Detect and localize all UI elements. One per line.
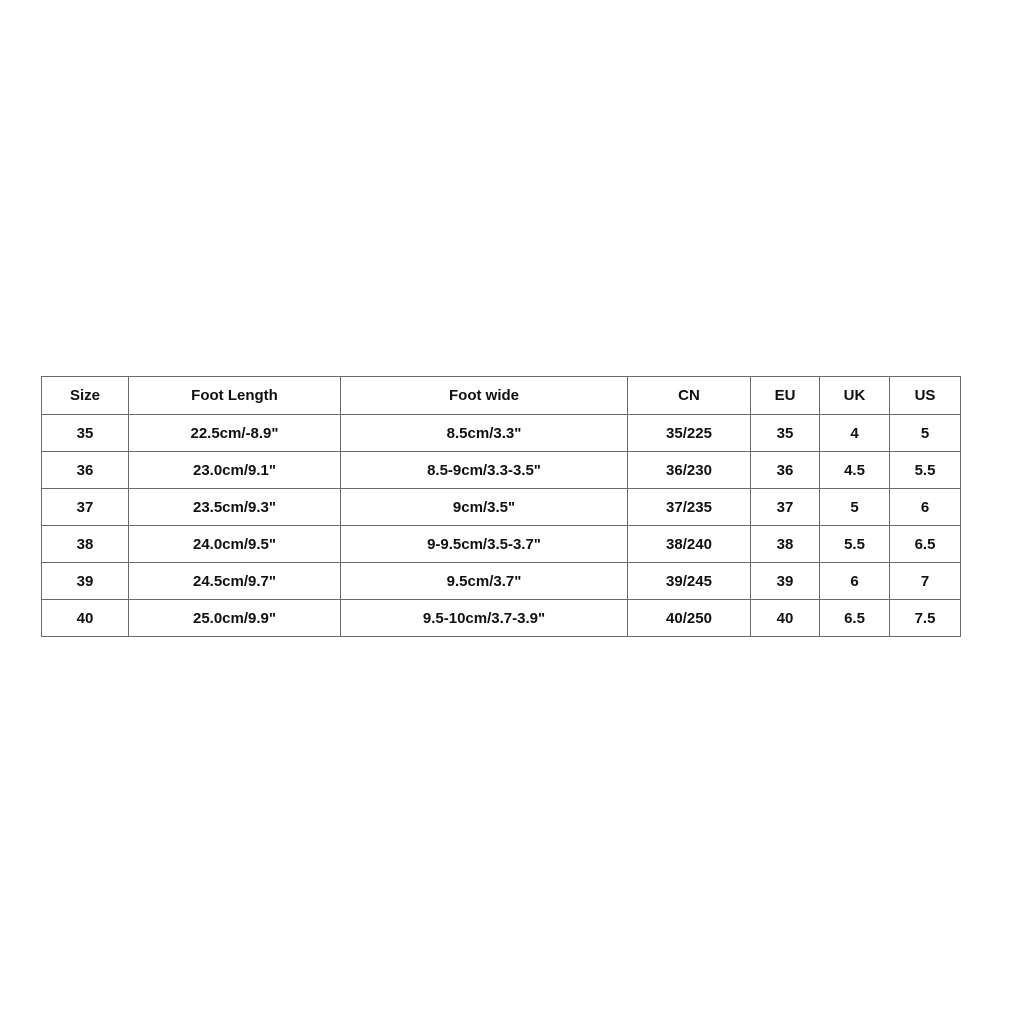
- cell-foot-length: 24.5cm/9.7": [129, 563, 341, 600]
- cell-uk: 5.5: [820, 526, 890, 563]
- cell-uk: 6.5: [820, 600, 890, 637]
- cell-cn: 39/245: [628, 563, 751, 600]
- column-header-us: US: [890, 377, 961, 415]
- column-header-foot-length: Foot Length: [129, 377, 341, 415]
- cell-uk: 6: [820, 563, 890, 600]
- cell-eu: 36: [751, 452, 820, 489]
- cell-size: 35: [42, 415, 129, 452]
- cell-eu: 37: [751, 489, 820, 526]
- cell-eu: 40: [751, 600, 820, 637]
- size-chart-table: [41, 376, 961, 637]
- cell-us: 6.5: [890, 526, 961, 563]
- cell-size: 37: [42, 489, 129, 526]
- cell-foot-length: 25.0cm/9.9": [129, 600, 341, 637]
- table-row: [42, 489, 961, 526]
- table-header: [42, 377, 961, 415]
- cell-us: 5: [890, 415, 961, 452]
- cell-uk: 5: [820, 489, 890, 526]
- cell-uk: 4: [820, 415, 890, 452]
- cell-foot-wide: 8.5-9cm/3.3-3.5": [341, 452, 628, 489]
- cell-foot-length: 23.5cm/9.3": [129, 489, 341, 526]
- cell-us: 6: [890, 489, 961, 526]
- cell-foot-wide: 9-9.5cm/3.5-3.7": [341, 526, 628, 563]
- cell-eu: 39: [751, 563, 820, 600]
- cell-cn: 40/250: [628, 600, 751, 637]
- table-row: [42, 600, 961, 637]
- cell-foot-length: 22.5cm/-8.9": [129, 415, 341, 452]
- column-header-cn: CN: [628, 377, 751, 415]
- cell-eu: 35: [751, 415, 820, 452]
- column-header-size: Size: [42, 377, 129, 415]
- cell-foot-wide: 9.5cm/3.7": [341, 563, 628, 600]
- column-header-uk: UK: [820, 377, 890, 415]
- cell-us: 7.5: [890, 600, 961, 637]
- cell-us: 7: [890, 563, 961, 600]
- column-header-foot-wide: Foot wide: [341, 377, 628, 415]
- cell-foot-wide: 9.5-10cm/3.7-3.9": [341, 600, 628, 637]
- cell-cn: 37/235: [628, 489, 751, 526]
- cell-us: 5.5: [890, 452, 961, 489]
- cell-uk: 4.5: [820, 452, 890, 489]
- cell-cn: 38/240: [628, 526, 751, 563]
- cell-foot-length: 24.0cm/9.5": [129, 526, 341, 563]
- column-header-eu: EU: [751, 377, 820, 415]
- table-row: [42, 563, 961, 600]
- cell-size: 36: [42, 452, 129, 489]
- table-row: [42, 526, 961, 563]
- cell-foot-wide: 9cm/3.5": [341, 489, 628, 526]
- table-body: [42, 415, 961, 637]
- cell-eu: 38: [751, 526, 820, 563]
- table-row: [42, 415, 961, 452]
- cell-size: 39: [42, 563, 129, 600]
- cell-size: 38: [42, 526, 129, 563]
- cell-foot-wide: 8.5cm/3.3": [341, 415, 628, 452]
- cell-cn: 36/230: [628, 452, 751, 489]
- table-row: [42, 452, 961, 489]
- header-row: [42, 377, 961, 415]
- cell-foot-length: 23.0cm/9.1": [129, 452, 341, 489]
- cell-size: 40: [42, 600, 129, 637]
- cell-cn: 35/225: [628, 415, 751, 452]
